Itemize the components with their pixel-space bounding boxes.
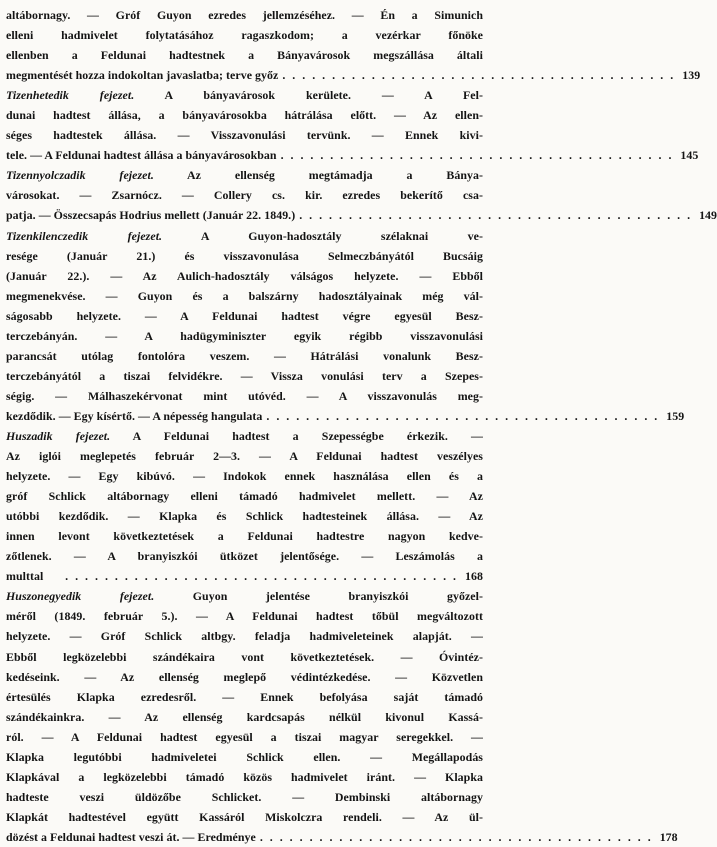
toc-text: elleni hadmivelet folytatásához ragaszkodom; a vezérkar főnöke: [6, 28, 483, 43]
toc-line: [6, 446, 483, 466]
toc-text: terczebányán. — A hadügyminiszter egyik régibb visszavonulási: [6, 328, 483, 343]
dot-leader: . . . . . . . . . . . . . . . . . . . . . . . . . . . . . . . . . . . . . . . .: [266, 408, 660, 423]
toc-text: patja. — Összecsapás Hodrius mellett (Január 22. 1849.): [6, 208, 296, 223]
page-number: 178: [659, 829, 678, 844]
toc-line: [6, 707, 483, 727]
toc-text: Ebből legközelebbi szándékaira vont következtetések. — Óvintéz-: [6, 649, 483, 664]
toc-line: [6, 326, 483, 346]
chapter-heading: Tizenhetedik fejezet.: [6, 88, 135, 103]
toc-text: Az ellenség megtámadja a Bánya-: [153, 168, 484, 183]
toc-text: parancsát utólag fontolóra veszem. — Hátrálási vonalunk Besz-: [6, 348, 483, 363]
toc-line: [6, 185, 483, 205]
toc-text: dözést a Feldunai hadtest veszi át. — Eredménye: [6, 829, 256, 844]
toc-text: (Január 22.). — Az Aulich-hadosztály válságos helyzete. — Ebből: [6, 268, 483, 283]
toc-line: [6, 747, 483, 767]
toc-text: hadteste veszi üldözőbe Schlicket. — Dembinski altábornagy: [6, 789, 483, 804]
toc-line: [6, 526, 483, 546]
toc-text: ellenben a Feldunai hadtestnek a Bányavárosok megszállása általi: [6, 48, 483, 63]
toc-line: [6, 807, 483, 827]
toc-text: ségig. — Málhaszekérvonat mint utóvéd. — A visszavonulás meg-: [6, 388, 483, 403]
toc-line: [6, 626, 483, 646]
toc-text: megmentését hozza indokoltan javaslatba; terve győz: [6, 68, 279, 83]
toc-line: [6, 687, 483, 707]
toc-line: [6, 45, 483, 65]
toc-text: dunai hadtest állása, a bányavárosokba hátrálása előtt. — Az ellen-: [6, 108, 483, 123]
toc-line: [6, 667, 483, 687]
dot-leader: . . . . . . . . . . . . . . . . . . . . . . . . . . . . . . . . . . . . . . . .: [259, 829, 653, 844]
toc-line: [6, 606, 483, 626]
toc-line: [6, 787, 483, 807]
chapter-heading: Huszadik fejezet.: [6, 428, 111, 443]
toc-entry-final-line: [6, 827, 678, 847]
dot-leader: . . . . . . . . . . . . . . . . . . . . . . . . . . . . . . . . . . . . . . . .: [280, 148, 674, 163]
dot-leader: . . . . . . . . . . . . . . . . . . . . . . . . . . . . . . . . . . . . . . . .: [299, 208, 693, 223]
toc-line: [6, 246, 483, 266]
toc-line: [6, 546, 483, 566]
toc-text: innen levont következtetések a Feldunai hadtestre nagyon kedve-: [6, 529, 483, 544]
toc-line: [6, 25, 483, 45]
dot-leader: . . . . . . . . . . . . . . . . . . . . . . . . . . . . . . . . . . . . . . . .: [65, 569, 458, 584]
toc-text: séges hadtestek állása. — Visszavonulási tervünk. — Ennek kivi-: [6, 128, 483, 143]
toc-text: A bányavárosok kerülete. — A Fel-: [134, 88, 483, 103]
page-number: 159: [666, 408, 685, 423]
toc-text: értesülés Klapka ezredesről. — Ennek befolyása saját támadó: [6, 689, 483, 704]
toc-line: [6, 506, 483, 526]
toc-line: [6, 727, 483, 747]
toc-text: gróf Schlick altábornagy elleni támadó hadmivelet mellett. — Az: [6, 489, 483, 504]
toc-text: A Guyon-hadosztály szélaknai ve-: [162, 228, 484, 243]
toc-line: [6, 366, 483, 386]
toc-line: [6, 306, 483, 326]
toc-text: utóbbi kezdődik. — Klapka és Schlick hadtesteinek állása. — Az: [6, 509, 483, 524]
toc-text: megmenekvése. — Guyon és a balszárny hadosztályainak még vál-: [6, 288, 483, 303]
page-number: 168: [465, 569, 483, 584]
chapter-heading: Tizennyolczadik fejezet.: [6, 168, 154, 183]
toc-text: zőtlenek. — A branyiszkói ütközet jelentősége. — Leszámolás a: [6, 549, 483, 564]
toc-text: altábornagy. — Gróf Guyon ezredes jellemzéséhez. — Én a Simunich: [6, 8, 483, 22]
toc-line: [6, 226, 483, 246]
toc-line: [6, 286, 483, 306]
page-number: 145: [680, 148, 699, 163]
toc-text: Az iglói meglepetés február 2—3. — A Feldunai hadtest veszélyes: [6, 449, 483, 464]
toc-line: [6, 486, 483, 506]
toc-text: kezdődik. — Egy kísértő. — A népesség hangulata: [6, 408, 263, 423]
toc-line: [6, 85, 483, 105]
toc-line: [6, 426, 483, 446]
toc-text: szándékainkra. — Az ellenség kardcsapás nélkül kivonul Kassá-: [6, 709, 483, 724]
toc-text: Klapkával a legközelebbi támadó közös hadmivelet iránt. — Klapka: [6, 769, 483, 784]
toc-line: [6, 586, 483, 606]
toc-text: városokat. — Zsarnócz. — Collery cs. kir. ezredes bekerítő csa-: [6, 188, 483, 203]
toc-line: [6, 105, 483, 125]
dot-leader: . . . . . . . . . . . . . . . . . . . . . . . . . . . . . . . . . . . . . . . .: [282, 68, 676, 83]
toc-line: [6, 266, 483, 286]
toc-entry-final-line: [6, 65, 701, 85]
toc-text: Klapkát hadtestével együtt Kassáról Miskolczra rendeli. — Az ül-: [6, 809, 483, 824]
toc-text: helyzete. — Gróf Schlick altbgy. feladja hadmiveleteinek alapját. —: [6, 629, 483, 644]
toc-line: [6, 125, 483, 145]
page-number: 139: [682, 68, 701, 83]
toc-text: kedéseink. — Az ellenség meglepő védintézkedése. — Közvetlen: [6, 669, 483, 684]
toc-line: [6, 165, 483, 185]
toc-text: Klapka legutóbbi hadmiveletei Schlick ellen. — Megállapodás: [6, 749, 483, 764]
toc-line: [6, 386, 483, 406]
toc-text: ságosabb helyzete. — A Feldunai hadtest végre egyesül Besz-: [6, 308, 483, 323]
toc-line: [6, 5, 483, 25]
toc-line: [6, 767, 483, 787]
page-number: 149: [699, 208, 717, 223]
chapter-heading: Tizenkilenczedik fejezet.: [6, 228, 163, 243]
toc-line: [6, 647, 483, 667]
toc-text: Guyon jelentése branyiszkói győzel-: [154, 589, 483, 604]
toc-text: A Feldunai hadtest a Szepességbe érkezik. —: [110, 428, 483, 443]
toc-text: helyzete. — Egy kibúvó. — Indokok ennek használása ellen és a: [6, 469, 483, 484]
toc-text: terczebányától a tiszai felvidékre. — Vissza vonulási terv a Szepes-: [6, 368, 483, 383]
toc-entry-final-line: [6, 145, 699, 165]
toc-entry-final-line: [6, 566, 483, 586]
toc-text: méről (1849. február 5.). — A Feldunai hadtest tőbül megváltozott: [6, 609, 483, 624]
toc-line: [6, 346, 483, 366]
toc-entry-final-line: [6, 205, 717, 225]
toc-text: resége (Január 21.) és visszavonulása Selmeczbányától Bucsáig: [6, 248, 483, 263]
chapter-heading: Huszonegyedik fejezet.: [6, 589, 155, 604]
toc-text: ról. — A Feldunai hadtest egyesül a tiszai magyar seregekkel. —: [6, 729, 483, 744]
toc-text: tele. — A Feldunai hadtest állása a bányavárosokban: [6, 148, 277, 163]
toc-line: [6, 466, 483, 486]
toc-text: multtal: [6, 569, 44, 584]
toc-entry-final-line: [6, 406, 685, 426]
